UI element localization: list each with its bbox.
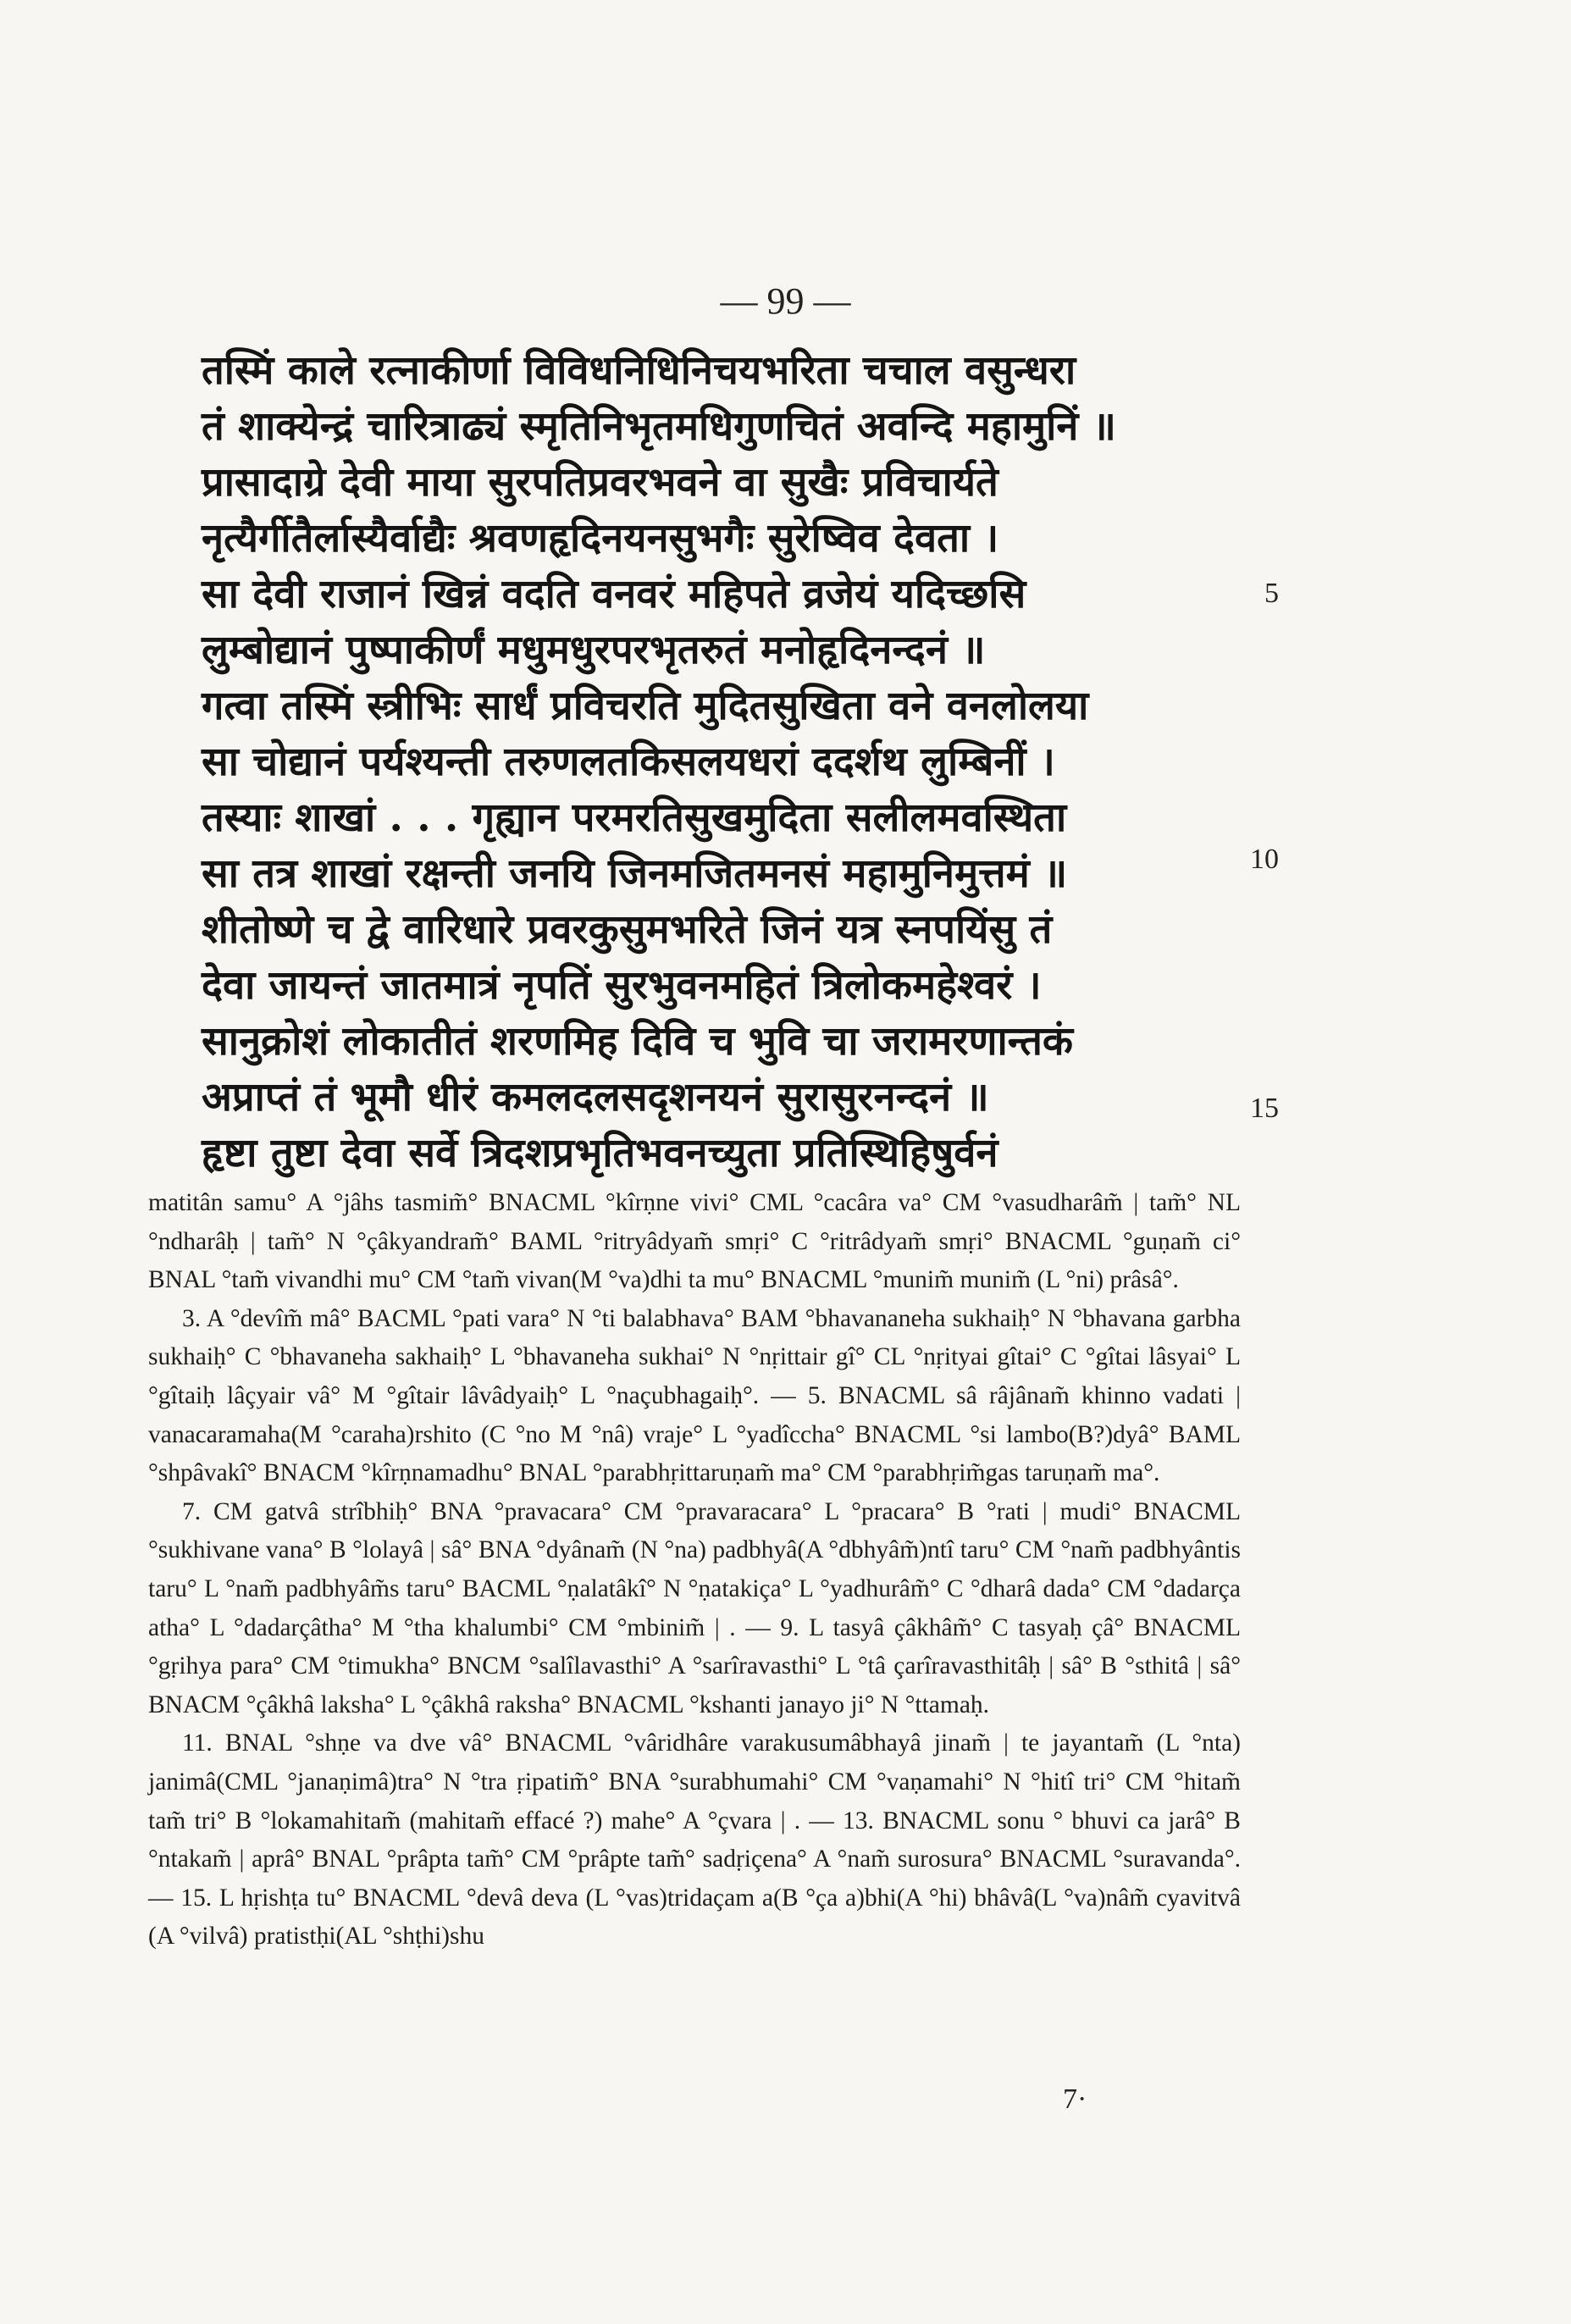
apparatus-note: 11. BNAL °shṇe va dve vâ° BNACML °vâridhâre varakusumâbhayâ jinam̃ | te jayantam̃ (L °nta) janimâ(CML °janaṇimâ)tra° N °tra ṛipatim̃° BNA °surabhumahi° CM °vaṇamahi° N °hitî tri° CM °hitam̃ tam̃ tri° B °lokamahitam̃ (mahitam̃ effacé ?) mahe° A °çvara | . — 13. BNACML sonu ° bhuvi ca jarâ° B °ntakam̃ | aprâ° BNAL °prâpta tam̃° CM °prâpte tam̃° sadṛiçena° A °nam̃ surosura° BNACML °suravanda°. — 15. L hṛishṭa tu° BNACML °devâ deva (L °vas)tridaçam a(B °ça a)bhi(A °hi) bhâvâ(L °va)nâm̃ cyavitvâ (A °vilvâ) pratistḥi(AL °shṭhi)shu bbox=[148, 1729, 1241, 1951]
verse-line: अप्राप्तं तं भूमौ धीरं कमलदलसदृशनयनं सुरासुरनन्दनं ॥ bbox=[202, 1074, 989, 1120]
verse-line: तं शाक्येन्द्रं चारित्राढ्यं स्मृतिनिभृतमधिगुणचितं अवन्दि महामुनिं ॥ bbox=[202, 403, 1116, 450]
apparatus-note: 3. A °devîm̃ mâ° BACML °pati vara° N °ti balabhava° BAM °bhavananeha sukhaiḥ° N °bhavana garbha sukhaiḥ° C °bhavaneha sakhaiḥ° L °bhavaneha sukhai° N °nṛittair gî° CL °nṛityai gîtai° C °gîtai lâsyai° L °gîtaiḥ lâçyair vâ° M °gîtair lâvâdyaiḥ° L °naçubhagaiḥ°. — 5. BNACML sâ râjânam̃ khinno vadati | vanacaramaha(M °caraha)rshito (C °no M °nâ) vraje° L °yadîccha° BNACML °si lambo(B?)dyâ° BAML °shpâvakî° BNACM °kîrṇnamadhu° BNAL °parabhṛittaruṇam̃ ma° CM °parabhṛim̃gas taruṇam̃ ma°. bbox=[148, 1304, 1241, 1487]
verse-line: तस्याः शाखां . . . गृह्यान परमरतिसुखमुदिता सलीलमवस्थिता bbox=[202, 794, 1067, 841]
line-number: 15 bbox=[1250, 1093, 1279, 1124]
signature-mark: 7· bbox=[1063, 2083, 1087, 2115]
verse-line: सा देवी राजानं खिन्नं वदति वनवरं महिपते व्रजेयं यदिच्छसि bbox=[202, 571, 1026, 617]
verse-line: गत्वा तस्मिं स्त्रीभिः सार्धं प्रविचरति मुदितसुखिता वने वनलोलया bbox=[202, 683, 1089, 729]
page-number: — 99 — bbox=[720, 280, 851, 322]
line-number: 5 bbox=[1264, 578, 1279, 609]
verse-line: तस्मिं काले रत्नाकीर्णा विविधनिधिनिचयभरिता चचाल वसुन्धरा bbox=[202, 347, 1076, 394]
verse-line: लुम्बोद्यानं पुष्पाकीर्णं मधुमधुरपरभृतरुतं मनोहृदिनन्दनं ॥ bbox=[202, 627, 986, 673]
verse-line: नृत्यैर्गीतैर्लास्यैर्वाद्यैः श्रवणहृदिनयनसुभगैः सुरेष्विव देवता । bbox=[202, 515, 999, 562]
line-number: 10 bbox=[1250, 844, 1279, 875]
apparatus-note: 7. CM gatvâ strîbhiḥ° BNA °pravacara° CM °pravaracara° L °pracara° B °rati | mudi° BNACML °sukhivane vana° B °lolayâ | sâ° BNA °dyânam̃ (N °na) padbhyâ(A °dbhyâm̃)ntî taru° CM °nam̃ padbhyântis taru° L °nam̃ padbhyâm̃s taru° BACML °ṇalatâkî° N °ṇatakiça° L °yadhurâm̃° C °dharâ dada° CM °dadarça atha° L °dadarçâtha° M °tha khalumbi° CM °mbinim̃ | . — 9. L tasyâ çâkhâm̃° C tasyaḥ çâ° BNACML °gṛihya para° CM °timukha° BNCM °salîlavasthi° A °sarîravasthi° L °tâ çarîravasthitâḥ | sâ° B °sthitâ | sâ° BNACM °çâkhâ laksha° L °çâkhâ raksha° BNACML °kshanti janayo ji° N °ttamaḥ. bbox=[148, 1497, 1241, 1718]
verse-line: हृष्टा तुष्टा देवा सर्वे त्रिदशप्रभृतिभवनच्युता प्रतिस्थिहिषुर्वनं bbox=[202, 1130, 998, 1176]
verse-line: देवा जायन्तं जातमात्रं नृपतिं सुरभुवनमहितं त्रिलोकमहेश्वरं । bbox=[202, 962, 1042, 1009]
critical-apparatus bbox=[148, 1184, 1241, 1956]
verse-line: प्रासादाग्रे देवी माया सुरपतिप्रवरभवने वा सुखैः प्रविचार्यते bbox=[202, 459, 998, 506]
verse-line: शीतोष्णे च द्वे वारिधारे प्रवरकुसुमभरिते जिनं यत्र स्नपयिंसु तं bbox=[202, 906, 1053, 953]
verse-line: सानुक्रोशं लोकातीतं शरणमिह दिवि च भुवि चा जरामरणान्तकं bbox=[202, 1018, 1074, 1065]
apparatus-note: matitân samu° A °jâhs tasmim̃° BNACML °kîrṇne vivi° CML °cacâra va° CM °vasudharâm̃ | tam̃° NL °ndharâḥ | tam̃° N °çâkyandram̃° BAML °ritryâdyam̃ smṛi° C °ritrâdyam̃ smṛi° BNACML °guṇam̃ ci° BNAL °tam̃ vivandhi mu° CM °tam̃ vivan(M °va)dhi ta mu° BNACML °munim̃ munim̃ (L °ni) prâsâ°. bbox=[148, 1189, 1241, 1294]
verse-line: सा चोद्यानं पर्यश्यन्ती तरुणलतकिसलयधरां ददर्शथ लुम्बिनीं । bbox=[202, 739, 1055, 785]
verse-line: सा तत्र शाखां रक्षन्ती जनयि जिनमजितमनसं महामुनिमुत्तमं ॥ bbox=[202, 850, 1068, 897]
